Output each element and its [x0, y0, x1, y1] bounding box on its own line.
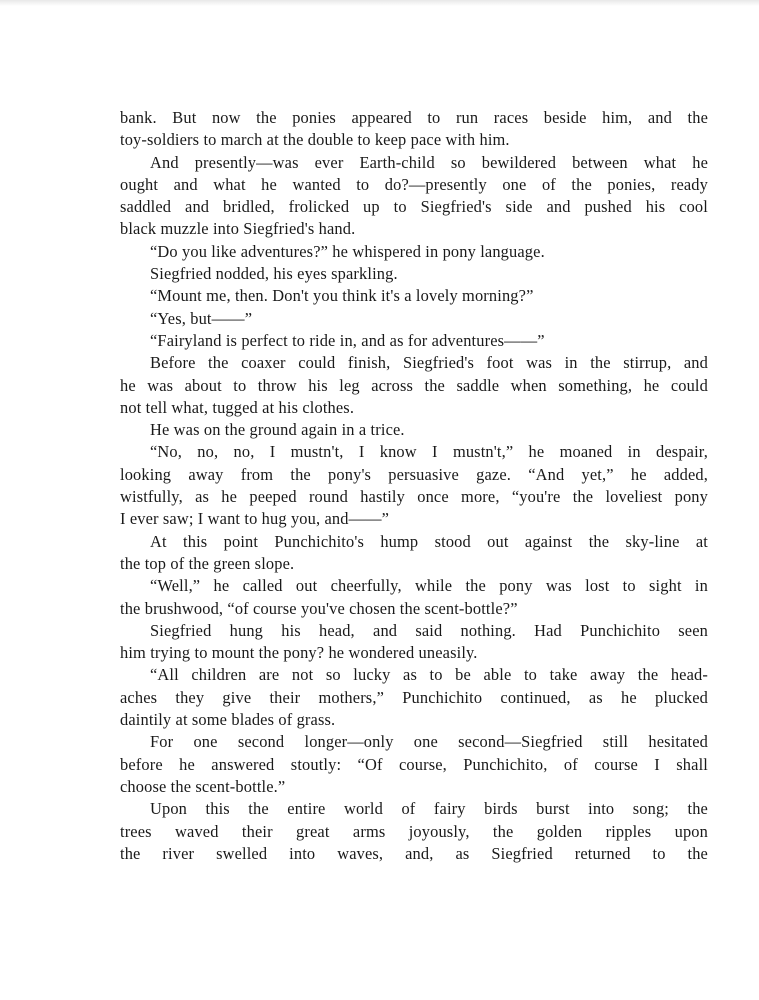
- text-line: “Mount me, then. Don't you think it's a lovely morning?”: [150, 286, 534, 306]
- text-line: Siegfried nodded, his eyes sparkling.: [150, 264, 398, 284]
- paragraph: [120, 330, 708, 352]
- text-line: And presently—was ever Earth-child so bewildered between what he: [150, 152, 708, 172]
- paragraph: [120, 152, 708, 241]
- text-line: wistfully, as he peeped round hastily once more, “you're the loveliest pony: [120, 487, 708, 507]
- text-line: the brushwood, “of course you've chosen the scent-bottle?”: [120, 598, 518, 618]
- text-line: the river swelled into waves, and, as Siegfried returned to the: [120, 843, 708, 863]
- text-line: daintily at some blades of grass.: [120, 710, 336, 730]
- text-line: before he answered stoutly: “Of course, Punchichito, of course I shall: [120, 754, 708, 774]
- paragraph: [120, 731, 708, 798]
- paragraph: [120, 664, 708, 731]
- paragraph: [120, 352, 708, 419]
- text-line: For one second longer—only one second—Siegfried still hesitated: [150, 732, 708, 752]
- text-line: saddled and bridled, frolicked up to Siegfried's side and pushed his cool: [120, 197, 708, 217]
- paragraph: [120, 798, 708, 865]
- paragraph: [120, 107, 708, 152]
- paragraph: [120, 241, 708, 263]
- text-line: trees waved their great arms joyously, the golden ripples upon: [120, 821, 708, 841]
- text-line: aches they give their mothers,” Punchichito continued, as he plucked: [120, 687, 708, 707]
- page-body-text: [120, 107, 708, 865]
- text-line: he was about to throw his leg across the saddle when something, he could: [120, 375, 708, 395]
- text-line: “Well,” he called out cheerfully, while the pony was lost to sight in: [150, 576, 708, 596]
- text-line: Siegfried hung his head, and said nothing. Had Punchichito seen: [150, 620, 708, 640]
- text-line: “Yes, but——”: [150, 308, 253, 328]
- text-line: “Fairyland is perfect to ride in, and as for adventures——”: [150, 330, 545, 350]
- text-line: not tell what, tugged at his clothes.: [120, 397, 355, 417]
- paragraph: [120, 441, 708, 530]
- text-line: Before the coaxer could finish, Siegfried's foot was in the stirrup, and: [150, 353, 708, 373]
- text-line: Upon this the entire world of fairy birds burst into song; the: [150, 799, 708, 819]
- text-line: “All children are not so lucky as to be able to take away the head-: [150, 665, 708, 685]
- paragraph: [120, 531, 708, 576]
- paragraph: [120, 620, 708, 665]
- text-line: At this point Punchichito's hump stood out against the sky-line at: [150, 531, 708, 551]
- text-line: looking away from the pony's persuasive gaze. “And yet,” he added,: [120, 464, 708, 484]
- text-line: ought and what he wanted to do?—presently one of the ponies, ready: [120, 174, 708, 194]
- paragraph: [120, 263, 708, 285]
- paragraph: [120, 308, 708, 330]
- text-line: bank. But now the ponies appeared to run races beside him, and the: [120, 108, 708, 127]
- paragraph: [120, 575, 708, 620]
- page-top-edge: [0, 0, 759, 6]
- text-line: toy-soldiers to march at the double to keep pace with him.: [120, 130, 510, 150]
- text-line: him trying to mount the pony? he wondered uneasily.: [120, 643, 478, 663]
- text-line: I ever saw; I want to hug you, and——”: [120, 509, 390, 529]
- paragraph: [120, 285, 708, 307]
- text-line: He was on the ground again in a trice.: [150, 420, 405, 440]
- text-line: “Do you like adventures?” he whispered in pony language.: [150, 241, 545, 261]
- text-line: black muzzle into Siegfried's hand.: [120, 219, 356, 239]
- text-line: “No, no, no, I mustn't, I know I mustn't,” he moaned in despair,: [150, 442, 708, 462]
- text-line: choose the scent-bottle.”: [120, 776, 286, 796]
- text-line: the top of the green slope.: [120, 553, 295, 573]
- paragraph: [120, 419, 708, 441]
